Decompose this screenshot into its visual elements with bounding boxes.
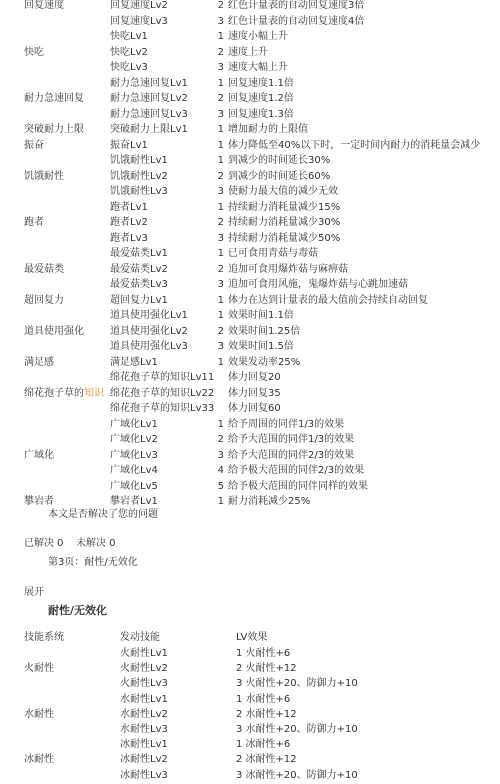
table-row [0,153,500,169]
table-row [0,246,500,262]
activated-skill: 饥饿耐性Lv2 [110,170,168,182]
activated-skill: 饥饿耐性Lv1 [110,155,168,166]
skill-level: 3 [217,62,224,73]
lv-effect: 2 火耐性+12 [236,663,297,675]
skill-level: 2 [217,325,224,337]
skill-level: 2 [217,0,224,11]
skill-level: 2 [217,170,224,182]
activated-skill: 道具使用强化Lv1 [110,310,188,321]
resolved-button[interactable]: 已解决 0 [24,538,64,549]
skill-effect: 给予极大范围的同伴同样的效果 [228,480,368,492]
skill-level: 1 [217,294,224,306]
skill-system: 饥饿耐性 [24,170,64,182]
table-row [0,370,500,386]
skill-effect: 体力回复20 [228,372,281,383]
activated-skill: 振奋Lv1 [110,139,148,151]
activated-skill: 广域化Lv4 [110,465,158,476]
skill-effect: 使耐力最大值的减少无效 [228,186,338,197]
skill-level: 3 [217,341,224,352]
activated-skill: 耐力急速回复Lv2 [110,93,188,104]
skill-effect: 持续耐力消耗量减少50% [228,232,341,244]
skill-effect: 红色计量表的自动回复速度4倍 [228,15,365,27]
lv-effect: 2 水耐性+12 [236,708,297,720]
skill-effect: 效果时间1.1倍 [228,310,294,321]
lv-effect: 3 水耐性+20、防御力+10 [236,724,358,735]
table-row [0,339,500,355]
table-row [0,29,500,45]
activated-skill: 水耐性Lv3 [120,724,168,735]
table-row [0,324,500,340]
table-row [0,401,500,417]
table-row [0,76,500,92]
skill-effect: 回复速度1.2倍 [228,93,294,104]
skill-system: 道具使用强化 [24,325,84,337]
table-row [0,355,500,371]
skill-system: 跑者 [24,217,44,228]
skill-effect: 增加耐力的上限值 [228,124,308,135]
table-row [0,722,500,738]
skill-level: 1 [217,124,224,135]
table-row [0,0,500,14]
table-row [0,448,500,464]
skill-effect: 持续耐力消耗量减少30% [228,217,341,228]
skill-system: 最爱菇类 [24,263,64,275]
lv-effect: 1 火耐性+6 [236,648,291,659]
skill-system: 绵花孢子草的知识 [24,387,104,399]
skill-system: 耐力急速回复 [24,93,84,104]
skill-level: 3 [217,15,224,27]
table-row [0,479,500,495]
table-row [0,661,500,677]
activated-skill: 火耐性Lv1 [120,648,168,659]
table-row [0,768,500,784]
skill-level: 1 [217,418,224,430]
skill-level: 2 [217,434,224,445]
table-row [0,45,500,61]
expand-toggle[interactable]: 展开 [24,587,44,598]
activated-skill: 耐力急速回复Lv3 [110,108,188,120]
table-row [0,107,500,123]
activated-skill: 快吃Lv1 [110,31,148,42]
next-page-link[interactable]: 第3页：耐性/无效化 [48,557,138,568]
skill-system: 攀岩者 [24,496,54,507]
skill-system: 快吃 [24,46,44,58]
table-row [0,752,500,768]
skill-level: 5 [217,480,224,492]
activated-skill: 快吃Lv2 [110,46,148,58]
activated-skill: 火耐性Lv3 [120,678,168,690]
skill-effect: 效果发动率25% [228,356,301,368]
skill-effect: 体力回复60 [228,403,281,414]
skill-level: 1 [217,496,224,507]
skill-effect: 体力回复35 [228,387,281,399]
header-skill-system: 技能系统 [24,632,64,643]
table2-header [0,630,500,646]
skill-level: 3 [217,108,224,120]
table-row [0,293,500,309]
skill-effect: 追加可食用风施，鬼爆炸菇与心跳加速菇 [228,279,408,290]
activated-skill: 水耐性Lv1 [120,693,168,705]
lv-effect: 3 火耐性+20、防御力+10 [236,678,358,690]
skill-effect: 已可食用青菇与毒菇 [228,248,318,259]
skill-level: 2 [217,217,224,228]
skill-level: 1 [217,248,224,259]
activated-skill: 冰耐性Lv1 [120,739,168,751]
activated-skill: 回复速度Lv2 [110,0,168,11]
activated-skill: 冰耐性Lv3 [120,769,168,781]
table-row [0,122,500,138]
skill-level: 1 [217,201,224,213]
skill-level: 3 [217,186,224,197]
activated-skill: 突破耐力上限Lv1 [110,124,188,135]
skill-effect: 给予大范围的同伴1/3的效果 [228,434,355,445]
skill-level: 4 [217,465,224,476]
skill-effect: 速度上升 [228,46,268,58]
activated-skill: 火耐性Lv2 [120,663,168,675]
activated-skill: 绵花孢子草的知识Lv33 [110,403,215,414]
skill-level: 2 [217,93,224,104]
activated-skill: 跑者Lv1 [110,201,148,213]
section-title: 耐性/无效化 [48,604,108,617]
skill-level: 1 [217,356,224,368]
skill-system: 冰耐性 [24,754,54,766]
table-row [0,707,500,723]
skill-effect: 速度小幅上升 [228,31,288,42]
activated-skill: 道具使用强化Lv3 [110,341,188,352]
skill-level: 2 [217,46,224,58]
table-row [0,262,500,278]
skill-system: 突破耐力上限 [24,124,84,135]
table-row [0,308,500,324]
activated-skill: 快吃Lv3 [110,62,148,73]
activated-skill: 最爱菇类Lv1 [110,248,168,259]
feedback-question: 本文是否解决了您的问题 [48,509,158,520]
skill-system: 超回复力 [24,294,64,306]
table-row [0,737,500,753]
table-row [0,463,500,479]
table-row [0,138,500,154]
skill-system: 火耐性 [24,663,54,675]
skill-level: 1 [217,77,224,89]
skill-system: 振奋 [24,139,44,151]
activated-skill: 绵花孢子草的知识Lv22 [110,387,215,399]
table-row [0,386,500,402]
activated-skill: 饥饿耐性Lv3 [110,186,168,197]
lv-effect: 3 冰耐性+20、防御力+10 [236,769,358,781]
table-row [0,277,500,293]
activated-skill: 耐力急速回复Lv1 [110,77,188,89]
lv-effect: 2 冰耐性+12 [236,754,297,766]
skill-effect: 效果时间1.5倍 [228,341,294,352]
skill-level: 3 [217,279,224,290]
activated-skill: 水耐性Lv2 [120,708,168,720]
activated-skill: 广域化Lv2 [110,434,158,445]
table-row [0,14,500,30]
table-row [0,91,500,107]
skill-level: 2 [217,263,224,275]
skill-effect: 回复速度1.3倍 [228,108,294,120]
activated-skill: 绵花孢子草的知识Lv11 [110,372,215,383]
activated-skill: 广域化Lv1 [110,418,158,430]
activated-skill: 最爱菇类Lv3 [110,279,168,290]
skill-level: 1 [217,139,224,151]
skill-system: 回复速度 [24,0,64,11]
activated-skill: 道具使用强化Lv2 [110,325,188,337]
table-row [0,646,500,662]
header-activated-skill: 发动技能 [120,632,160,643]
skill-system: 水耐性 [24,708,54,720]
skill-level: 1 [217,155,224,166]
skill-level: 3 [217,449,224,461]
skill-level: 3 [217,232,224,244]
header-lv-effect: LV效果 [236,632,268,643]
table-row [0,231,500,247]
activated-skill: 最爱菇类Lv2 [110,263,168,275]
skill-effect: 效果时间1.25倍 [228,325,301,337]
activated-skill: 广域化Lv5 [110,480,158,492]
activated-skill: 回复速度Lv3 [110,15,168,27]
table-row [0,432,500,448]
activated-skill: 跑者Lv2 [110,217,148,228]
activated-skill: 跑者Lv3 [110,232,148,244]
activated-skill: 攀岩者Lv1 [110,496,158,507]
skill-level: 1 [217,310,224,321]
skill-effect: 到减少的时间延长30% [228,155,331,166]
table-row [0,169,500,185]
table-row [0,184,500,200]
skill-effect: 给予大范围的同伴2/3的效果 [228,449,355,461]
table-row [0,215,500,231]
activated-skill: 满足感Lv1 [110,356,158,368]
skill-level: 1 [217,31,224,42]
skill-system: 广域化 [24,449,54,461]
skill-effect: 体力降低至40%以下时，一定时间内耐力的消耗量会减少 [228,139,481,151]
activated-skill: 超回复力Lv1 [110,294,168,306]
skill-effect: 红色计量表的自动回复速度3倍 [228,0,365,11]
activated-skill: 冰耐性Lv2 [120,754,168,766]
skill-effect: 持续耐力消耗量减少15% [228,201,341,213]
skill-effect: 速度大幅上升 [228,62,288,73]
skill-effect: 追加可食用爆炸菇与麻痹菇 [228,263,348,275]
table-row [0,200,500,216]
skill-system: 满足感 [24,356,54,368]
unresolved-button[interactable]: 未解决 0 [76,538,116,549]
table-row [0,692,500,708]
skill-effect: 给予极大范围的同伴2/3的效果 [228,465,365,476]
skill-effect: 回复速度1.1倍 [228,77,294,89]
lv-effect: 1 水耐性+6 [236,693,291,705]
skill-effect: 给予周围的同伴1/3的效果 [228,418,345,430]
skill-effect: 体力在达到计量表的最大值前会持续自动回复 [228,294,428,306]
table-row [0,676,500,692]
skill-effect: 耐力消耗减少25% [228,496,311,507]
table-row [0,60,500,76]
skill-effect: 到减少的时间延长60% [228,170,331,182]
lv-effect: 1 冰耐性+6 [236,739,291,751]
table-row [0,417,500,433]
highlight-term: 知识 [84,387,104,399]
activated-skill: 广域化Lv3 [110,449,158,461]
